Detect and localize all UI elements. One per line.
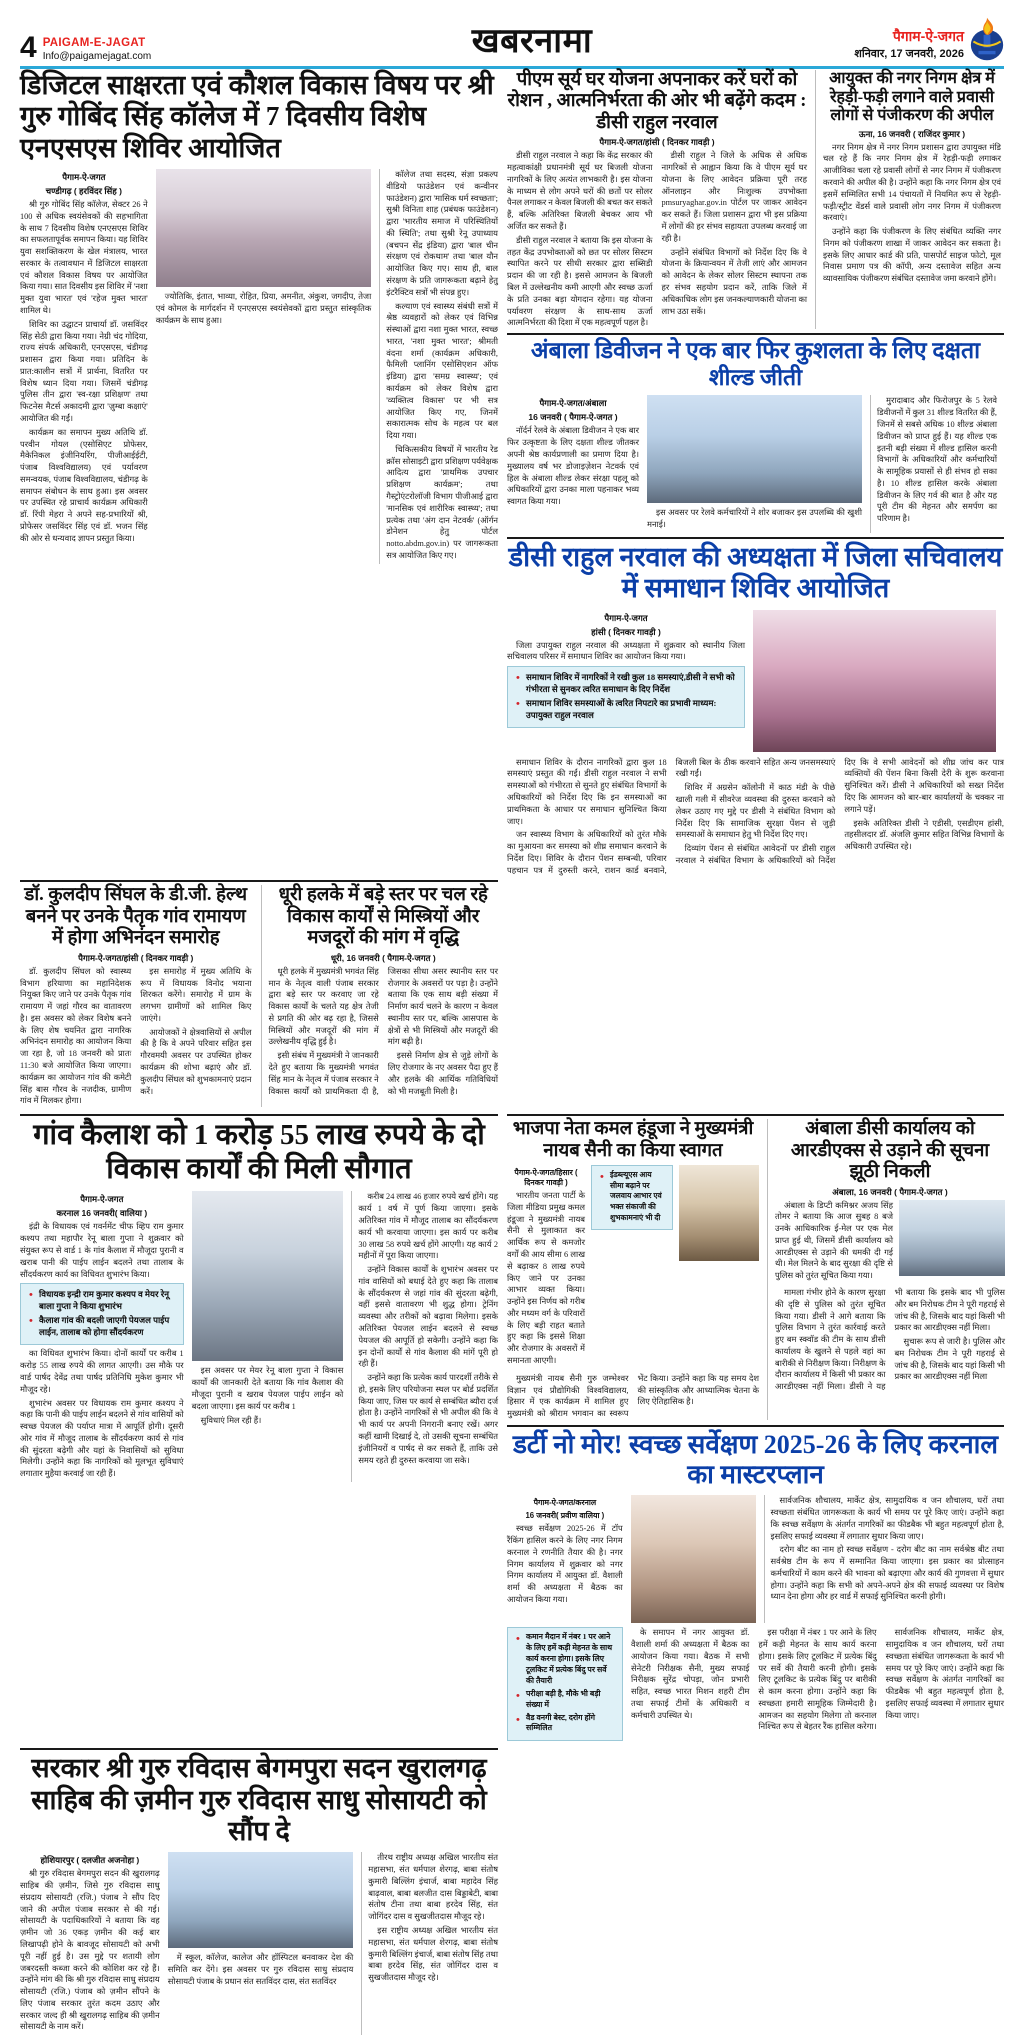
masthead-left: [20, 31, 270, 64]
a2-byline: पैगाम-ऐ-जगत/हांसी ( दिनकर गावड़ी ): [599, 137, 715, 148]
article-a7: [261, 885, 499, 1107]
row3-right: [507, 1110, 1004, 1741]
masthead-right-text: [854, 28, 964, 62]
a11-headline: सरकार श्री गुरु रविदास बेगमपुरा सदन खुरालगढ़ साहिब की ज़मीन गुरु रविदास साधु सोसायटी को सौंप दे: [31, 1753, 487, 1846]
a11-photo: [168, 1852, 354, 1948]
a12-byline-2: 16 जनवरी( प्रवीण वालिया ): [525, 1511, 605, 1521]
a10-photo: [899, 1200, 1005, 1276]
a8-body-1: इंद्री के विधायक एवं गवर्नमेंट चीफ व्हिप राम कुमार कश्यप तथा महापौर रेनू बाला गुप्ता ने शुक्रवार को संयुक्त रूप से वार्ड 1 के गांव कैलाश में मौजूदा पुरानी व खराब पानी की पाईप लाईन बदलने तथा तालाब के सौंदर्यकरण कार्य का विधिवत शुभारंभ किया।: [20, 1222, 184, 1279]
a8-byline-2: करनाल 16 जनवरी( वालिया ): [56, 1208, 148, 1219]
brand-name-latin: PAIGAM-E-JAGAT: [42, 37, 146, 50]
a5-bullet-1: • समाधान शिविर समस्याओं के त्वरित निपटारे का प्रभावी माध्यम: उपायुक्त राहुल नरवाल: [526, 697, 738, 721]
page-number: 4: [20, 31, 37, 64]
a12-body-rest: के समापन में नगर आयुक्त डॉ. वैशाली शर्मा की अध्यक्षता में बैठक का आयोजन किया गया। बैठक में सभी सेनेटरी निरीक्षक सैनी, मुख्य सफाई निरीक्षक सुरेंद्र चोपड़ा, जोन प्रभारी सहित, स्वच्छ भारत मिशन शहरी टीम तथा सफाई टीमों के अधिकारी व कर्मचारी उपस्थित थे। इस परीक्षा में नंबर 1 पर आने के लिए हमें कड़ी मेहनत के साथ कार्य करना होगा। इसके लिए टूलकिट में प्रत्येक बिंदु पर सर्वे की तैयारी करनी होगी। इसके लिए टूलकिट के प्रत्येक बिंदु पर बारीकी से काम करना होगा। उन्होंने कहा कि स्वच्छता हमारी सामूहिक जिम्मेदारी है। आमजन का सहयोग मिलेगा तो करनाल निश्चित रूप से बेहतर रैंक हासिल करेगा। सार्वजनिक शौचालय, मार्केट क्षेत्र, सामुदायिक व जन शौचालय, घरों तथा स्वच्छता संबंधित जागरूकता के कार्य भी समय पर पूरे किए जाएं। उन्होंने कहा कि स्वच्छ सर्वेक्षण के अंतर्गत नागरिकों का फीडबैक भी बहुत महत्वपूर्ण होता है, इसलिए सफाई व्यवस्था में लगातार सुधार किया जाए।: [631, 1628, 1004, 1732]
a1-caption: ज्योतिकि, इंतात, भाव्या, रोहित, प्रिया, अमनीत, अंकुश, जगदीप, तेजा एवं कोमल के मार्गदर्शन में एनएसएस स्वयंसेवकों द्वारा प्रस्तुत सांस्कृतिक कार्यक्रम के साथ हुआ।: [155, 291, 372, 325]
a7-body: धूरी हलके में मुख्यमंत्री भगवंत सिंह मान के नेतृत्व वाली पंजाब सरकार द्वारा बड़े स्तर पर करवाए जा रहे विकास कार्यों के चलते यह क्षेत्र तेजी से प्रगति की ओर बढ़ रहा है, जिससे मिस्त्रियों और मजदूरों की मांग में उल्लेखनीय वृद्धि हुई है। इसी संबंध में मुख्यमंत्री ने जानकारी देते हुए बताया कि मुख्यमंत्री भगवंत सिंह मान के नेतृत्व में पंजाब सरकार ने विकास कार्यों को प्राथमिकता दी है, जिसका सीधा असर स्थानीय स्तर पर रोजगार के अवसरों पर पड़ा है। उन्होंने बताया कि एक साथ बड़ी संख्या में निर्माण कार्य चलने के कारण न केवल स्थानीय स्तर पर, बल्कि आसपास के क्षेत्रों से भी मिस्त्रियों और मजदूरों की मांग बढ़ी है। इससे निर्माण क्षेत्र से जुड़े लोगों के लिए रोजगार के नए अवसर पैदा हुए हैं और हलके की आर्थिक गतिविधियों को भी मजबूती मिली है।: [268, 966, 498, 1096]
brand-name-hindi: पैगाम-ऐ-जगत: [892, 27, 964, 44]
a11-body-3: तीरथ राष्ट्रीय अध्यक्ष अखिल भारतीय संत महासभा, संत धर्मपाल शेरगढ़, बाबा संतोष कुमारी बिल्लिंग इंचार्ज, बाबा महादेव सिंह बाढ़वाल, बाबा बलजीत दास बिड्डाबेटी, बाबा संतोष टीना तथा बाबा हरदेव सिंह, संत जोगिंदर दास व सुखजीतदास मौजूद रहे। इस राष्ट्रीय अध्यक्ष अखिल भारतीय संत महासभा, संत धर्मपाल शेरगढ़, बाबा संतोष कुमारी बिल्लिंग इंचार्ज, बाबा संतोष सिंह तथा बाबा हरदेव सिंह, संत जोगिंदर दास व सुखजीतदास मौजूद रहे।: [368, 1853, 498, 1983]
a8-body-2: का विधिवत शुभारंभ किया। दोनों कार्यों पर करीब 1 करोड़ 55 लाख रुपये की लागत आएगी। उस मौके पर वार्ड पार्षद देवेंद्र तथा पार्षद प्रतिनिधि मुकेश कुमार भी मौजूद रहे। शुभारंभ अवसर पर विधायक राम कुमार कश्यप ने कहा कि पानी की पाईप लाईन बदलने से गांव वासियों को स्वच्छ पेयजल की पर्याप्त मात्रा में आपूर्ति होगी। दूसरी ओर गांव में मौजूद तालाब के सौंदर्यकरण कार्य से गांव की सुंदरता बढ़ेगी और यहां के निवासियों को सुविधा मिलेगी। उन्होंने कहा कि नागरिकों को मूलभूत सुविधाएं लगातार मुहैया करवाई जा रही हैं।: [20, 1349, 184, 1479]
a4-headline: अंबाला डिवीजन ने एक बार फिर कुशलता के लिए दक्षता शील्ड जीती: [530, 338, 981, 390]
a8-bullet-box: [20, 1283, 184, 1345]
content-area: [20, 70, 1005, 2032]
article-a9: [507, 1119, 759, 1420]
a7-headline: धूरी हलके में बड़े स्तर पर चल रहे विकास कार्यों से मिस्त्रियों और मजदूरों की मांग में वृद्धि: [278, 885, 488, 949]
article-a1: [20, 70, 498, 876]
a3-byline: ऊना, 16 जनवरी ( राजिंदर कुमार ): [858, 128, 966, 139]
a10-body-2: मामला गंभीर होने के कारण सुरक्षा की दृष्टि से पुलिस को तुरंत सूचित किया गया। डीसी ने आगे बताया कि पुलिस विभाग ने तुरंत कार्रवाई करते हुए बम स्क्वॉड की टीम के साथ डीसी कार्यालय के खुलने से पहले वहां का बारीकी से निरीक्षण किया। निरीक्षण के दौरान कार्यालय में किसी भी प्रकार का आरडीएक्स नहीं मिला। डीसी ने यह भी बताया कि इसके बाद भी पुलिस और बम निरोधक टीम ने पूरी गहराई से जांच की है, जिसके बाद यहां किसी भी प्रकार का आरडीएक्स नहीं मिला। सुचारू रूप से जारी है। पुलिस और बम निरोधक टीम ने पूरी गहराई से जांच की है, जिसके बाद यहां किसी भी प्रकार का आरडीएक्स नहीं मिला: [775, 1287, 1005, 1392]
a8-photo: [192, 1191, 344, 1361]
a6-body: डॉ. कुलदीप सिंघल को स्वास्थ्य विभाग हरियाणा का महानिदेशक नियुक्त किए जाने पर उनके पैतृक गांव रामायण में जहां गौरव का वातावरण है। इस अवसर को लेकर विशेष बनने के लिए शेष चयनित द्वारा नागरिक अभिनंदन समारोह का आयोजन किया जा रहा है, जो 18 जनवरी को प्रातः 11:30 बजे आयोजित किया जाएगा। कार्यक्रम का आयोजन गांव की कमेटी सिंह बास गौरव के नजदीक, ग्रामीण गांव में मिलकर होगा। इस समारोह में मुख्य अतिथि के रूप में विधायक विनोद भयाना शिरकत करेंगे। समारोह में ग्राम के लगभग ग्रामीणों को शामिल किए जाएंगे। आयोजकों ने क्षेत्रवासियों से अपील की है कि वे अपने परिवार सहित इस गौरवमयी अवसर पर उपस्थित होकर कार्यक्रम की शोभा बढ़ाएं और डॉ. कुलदीप सिंघल को शुभकामनाएं प्रदान करें।: [20, 966, 252, 1106]
a3-headline: आयुक्त की नगर निगम क्षेत्र में रेहड़ी-फड़ी लगाने वाले प्रवासी लोगों से पंजीकरण की अपील: [829, 70, 995, 125]
a5-bullet-0: • समाधान शिविर में नागरिकों ने रखी कुल 18 समस्याएं,डीसी ने सभी को गंभीरता से सुनकर त्वरित समाधान के दिए निर्देश: [526, 671, 738, 695]
masthead-brand-block: [43, 37, 152, 62]
masthead-rule: [20, 66, 1004, 69]
a5-photo: [753, 610, 996, 752]
a1-byline-2: चण्डीगढ़ ( हरविंदर सिंह ): [45, 185, 122, 196]
a11-body-2: में स्कूल, कॉलेज, कालेज और हॉस्पिटल बनवाकर देश की समिति कर देंगे। इस अवसर पर गुरु रविदास साधु संप्रदाय सोसायटी पंजाब के प्रधान संत सतविंदर दास, संत सतविंदर: [167, 1953, 354, 1986]
a4-body-col3: मुरादाबाद और फिरोजपुर के 5 रेलवे डिवीजनों में कुल 31 शील्ड वितरित की हैं, जिनमें से सबसे अधिक 10 शील्ड अंबाला डिवीजन को प्राप्त हुई हैं। यह शील्ड एक इतनी बड़ी संख्या में शील्ड हासिल करनी विभागों के अधिकारियों और कर्मचारियों के सामूहिक प्रयासों से ही संभव हो सका है। 10 शील्ड हासिल करके अंबाला डिवीजन के लिए गर्व की बात है और यह पूरी टीम की मेहनत और समर्पण का परिणाम है।: [877, 396, 997, 524]
article-a6: [20, 885, 252, 1107]
article-a11: [20, 1744, 498, 2035]
article-a10: [767, 1119, 1005, 1420]
a11-body-1: श्री गुरु रविदास बेगमपुरा सदन की खुरालगढ़ साहिब की ज़मीन, जिसे गुरु रविदास साधु संप्रदाय सोसायटी (रजि.) पंजाब ने सौंप दिए जाने की अपील पंजाब सरकार से की गई। सोसायटी के पदाधिकारियों ने बताया कि वह ज़मीन जो 36 एकड़ ज़मीन की कई बार लिखापढ़ी होने के बावजूद सोसायटी को अभी पूरी नहीं हुई है। उस मुद्दे पर शतायी लोग जबरदस्ती कब्जा करने की कोशिश कर रहे हैं। उन्होंने मांग की कि श्री गुरु रविदास साधु संप्रदाय सोसायटी (रजि.) पंजाब को ज़मीन सौंपने के लिए पंजाब सरकार तुरंत कदम उठाए और सरकार जल्द ही श्री खुरालगढ़ साहिब की ज़मीन सोसायटी के नाम करें।: [20, 1869, 160, 2032]
a9-byline: पैगाम-ऐ-जगत/हिसार ( दिनकर गावड़ी ): [514, 1168, 578, 1188]
a12-bullet-box: [507, 1627, 623, 1741]
row1-right: [507, 70, 1004, 876]
brand-email: Info@paigamejagat.com: [42, 50, 152, 62]
a5-bullet-box: [507, 666, 745, 728]
a8-headline: गांव कैलाश को 1 करोड़ 55 लाख रुपये के दो विकास कार्यों की मिली सौगात: [33, 1119, 485, 1185]
a8-byline-1: पैगाम-ऐ-जगत: [80, 1194, 124, 1205]
a5-headline: डीसी राहुल नरवाल की अध्यक्षता में जिला सचिवालय में समाधान शिविर आयोजित: [508, 541, 1003, 604]
a4-byline-2: 16 जनवरी ( पैगाम-ऐ-जगत ): [528, 412, 618, 423]
a7-byline: धूरी, 16 जनवरी ( पैगाम-ऐ-जगत ): [330, 952, 436, 963]
a6-byline: पैगाम-ऐ-जगत/हांसी ( दिनकर गावड़ी ): [78, 952, 194, 963]
a2-headline: पीएम सूर्य घर योजना अपनाकर करें घरों को रोशन , आत्मनिर्भरता की ओर भी बढ़ेंगे कदम : डीसी राहुल नरवाल: [507, 70, 807, 133]
article-a3: [815, 70, 1001, 329]
a1-body-1: श्री गुरु गोबिंद सिंह कॉलेज, सेक्टर 26 ने 100 से अधिक स्वयंसेवकों की सहभागिता के साथ 7 दिवसीय विशेष एनएसएस शिविर का सफलतापूर्वक समापन किया। यह शिविर युवा सशक्तिकरण के खेल मंत्रालय, भारत सरकार के तत्वावधान में डिजिटल साक्षरता एवं कौशल विकास विषय पर आयोजित किया गया। सात दिवसीय इस शिविर में 'नशा मुक्त युवा भारत' एवं 'रहेज मुक्त भारत' शामिल थे। शिविर का उद्घाटन प्राचार्या डॉ. जसविंदर सिंह सेठी द्वारा किया गया। नेग्री चंद गोदिया, राज्य संपर्क अधिकारी, एनएसएस, चंडीगढ़ प्रशासन द्वारा किया गया। प्रतिदिन के प्रात:कालीन सत्रों में प्रार्थना, वितरित पर विशेष ध्यान दिया गया। जिसमें चंडीगढ़ पुलिस तीन द्वारा 'स्व-रक्षा प्रशिक्षण' तथा फिटनेस मैटर्स अकादमी द्वारा 'ज़ुम्बा कक्षाएं' आयोजित की गईं। कार्यक्रम का समापन मुख्य अतिथि डॉ. परवीन गोयल (एसोसिएट प्रोफेसर, मैकेनिकल इंजीनियरिंग, पीजीआईईटी, पंजाब विश्वविद्यालय) एवं पर्यावरण समन्वयक, पंजाब विश्वविद्यालय, चंडीगढ़ के समापन संबोधन के साथ हुआ। इस अवसर पर उपस्थित रहे प्राचार्य कार्यक्रम अधिकारी डॉ. रिंपी मेहरा ने अपने सह-प्रभारियों श्री, प्रोफेसर जसविंदर सिंह एवं डॉ. भजन सिंह की ओर से धन्यवाद ज्ञापन प्रस्तुत किया।: [20, 199, 148, 543]
a9-bullet-box: [591, 1165, 673, 1230]
a5-body-1: जिला उपायुक्त राहुल नरवाल की अध्यक्षता में शुक्रवार को स्थानीय जिला सचिवालय परिसर में समाधान शिविर का आयोजन किया गया।: [507, 640, 745, 662]
a12-byline-1: पैगाम-ऐ-जगत/करनाल: [533, 1498, 597, 1508]
masthead: [0, 0, 1024, 62]
a9-headline: भाजपा नेता कमल हंडूजा ने मुख्यमंत्री नायब सैनी का किया स्वागत: [512, 1119, 754, 1161]
a5-byline-1: पैगाम-ऐ-जगत: [604, 612, 648, 623]
article-a4: [507, 338, 1004, 533]
a1-headline: डिजिटल साक्षरता एवं कौशल विकास विषय पर श्री गुरु गोबिंद सिंह कॉलेज में 7 दिवसीय विशेष एनएसएस शिविर आयोजित: [20, 70, 494, 163]
a9-photo: [679, 1165, 759, 1261]
a9-body-1: भारतीय जनता पार्टी के जिला मीडिया प्रमुख कमल हंडूजा ने मुख्यमंत्री नायब सैनी से मुलाकात कर आर्थिक रूप से कमजोर वर्गों की आय सीमा 6 लाख से बढ़ाकर 8 लाख रुपये किए जाने पर उनका आभार व्यक्त किया। उन्होंने इस निर्णय को गरीब और मध्यम वर्ग के परिवारों के लिए बड़ी राहत बताते हुए कहा कि इससे शिक्षा और रोजगार के अवसरों में समानता आएगी।: [507, 1191, 585, 1365]
a8-body-col2: इस अवसर पर मेयर रेनू बाला गुप्ता ने विकास कार्यों की जानकारी देते बताया कि गांव कैलाश की मौजूदा पुरानी व खराब पेयजल पाईप लाईन को बदला जाएगा। इस कार्य पर करीब 1 सुविधाएं मिल रही हैं।: [191, 1366, 344, 1425]
a2-body: डीसी राहुल नरवाल ने कहा कि केंद्र सरकार की महत्वाकांक्षी प्रधानमंत्री सूर्य घर बिजली योजना नागरिकों के लिए अत्यंत लाभकारी है। इस योजना के माध्यम से लोग अपने घरों की छतों पर सोलर पैनल लगाकर न केवल बिजली की बचत कर सकते हैं, बल्कि अतिरिक्त बिजली बेचकर आय भी अर्जित कर सकते हैं। डीसी राहुल नरवाल ने बताया कि इस योजना के तहत केंद्र उपभोक्ताओं को छत पर सोलर सिस्टम स्थापित करने पर सीधी सरकार द्वारा सब्सिडी प्रदान की जा रही है। इससे आमजन के बिजली बिल में उल्लेखनीय कमी आएगी और स्वच्छ ऊर्जा के प्रति उनका बड़ा योगदान रहेगा। यह योजना पर्यावरण संरक्षण के साथ-साथ ऊर्जा आत्मनिर्भरता की दिशा में एक महत्वपूर्ण पहल है। डीसी राहुल ने जिले के अधिक से अधिक नागरिकों से आह्वान किया कि वे पीएम सूर्य घर योजना के लिए आवेदन प्रक्रिया पूरी तरह ऑनलाइन और निःशुल्क उपभोक्ता pmsuryaghar.gov.in पोर्टल पर जाकर आवेदन कर सकते हैं। जिला प्रशासन द्वारा भी इस प्रक्रिया में लोगों की हर संभव सहायता उपलब्ध करवाई जा रही है। उन्होंने संबंधित विभागों को निर्देश दिए कि वे योजना के क्रियान्वयन में तेजी लाएं और आमजन को आवेदन के लेकर सोलर सिस्टम स्थापना तक हर संभव सहयोग प्रदान करें, ताकि जिले में अधिकाधिक लोग इस जनकल्याणकारी योजना का लाभ उठा सकें।: [507, 151, 807, 328]
masthead-right: [794, 16, 1004, 62]
a5-body-rest: समाधान शिविर के दौरान नागरिकों द्वारा कुल 18 समस्याएं प्रस्तुत की गईं। डीसी राहुल नरवाल ने सभी समस्याओं को गंभीरता से सुनते हुए संबंधित विभागों के अधिकारियों को निर्देश दिए कि इन समस्याओं का प्राथमिकता के आधार पर समाधान सुनिश्चित किया जाए। जन स्वास्थ्य विभाग के अधिकारियों को तुरंत मौके का मुआयना कर समस्या को शीघ्र समाधान करवाने के निर्देश दिए। शिविर के दौरान पेंशन सम्बन्धी, परिवार पहचान पत्र में दुरुस्ती करने, राशन कार्ड बनवाने, बिजली बिल के ठीक करवाने सहित अन्य जनसमस्याएं रखी गईं। शिविर में अग्रसेन कॉलोनी में काठ मंडी के पीछे खाली गली में सीवरेज व्यवस्था की दुरुस्त करवाने को लेकर उठाए गए मुद्दे पर डीसी ने संबंधित विभाग को निर्देश दिए कि सामाजिक सुरक्षा पेंशन से जुड़ी समस्याओं के समाधान हेतु भी निर्देश दिए गए। दिव्यांग पेंशन से संबंधित आवेदनों पर डीसी राहुल नरवाल ने संबंधित विभाग के अधिकारियों को निर्देश दिए कि वे सभी आवेदनों को शीघ्र जांच कर पात्र व्यक्तियों की पेंशन बिना किसी देरी के शुरू करवाना सुनिश्चित करें। डीसी ने अधिकारियों को सख्त निर्देश दिए कि आमजन को बार-बार कार्यालयों के चक्कर ना लगाने पड़ें। इसके अतिरिक्त डीसी ने एडीसी, एसडीएम हांसी, तहसीलदार डॉ. अंजलि कुमार सहित विभिन्न विभागों के अधिकारी उपस्थित रहे।: [507, 757, 1004, 875]
a8-bullet-0: • विधायक इन्द्री राम कुमार कश्यप व मेयर रेनू बाला गुप्ता ने किया शुभारंभ: [39, 1288, 177, 1312]
a11-byline: होशियारपुर ( दलजीत अजनोहा ): [40, 1855, 140, 1866]
a12-body-right: सार्वजनिक शौचालय, मार्केट क्षेत्र, सामुदायिक व जन शौचालय, घरों तथा स्वच्छता संबंधित जागरूकता के कार्य भी समय पर पूरे किए जाएं। उन्होंने कहा कि स्वच्छ सर्वेक्षण के अंतर्गत नागरिकों का फीडबैक भी बहुत महत्वपूर्ण होता है, इसलिए सफाई व्यवस्था में लगातार सुधार किया जाए। दरोग बीट का नाम हो स्वच्छ सर्वेक्षण - दरोग बीट का नाम सर्वश्रेष्ठ बीट तथा सर्वश्रेष्ठ टीम के रूप में सम्मानित किया जाएगा। इस प्रकार का प्रोत्साहन कर्मचारियों में काम करने की भावना को बढ़ाएगा और कार्य की गुणवत्ता में सुधार होगा। उन्होंने कहा कि सभी को अपने-अपने क्षेत्र की सफाई व्यवस्था पर विशेष ध्यान देना होगा और हर वार्ड में सफाई सुनिश्चित करनी होगी।: [770, 1496, 1004, 1602]
a12-photo: [631, 1495, 756, 1623]
a12-bullet-2: • वैड वनगी बेस्ट, दरोग होंगे सम्मिलित: [526, 1713, 616, 1735]
a4-photo: [647, 395, 862, 503]
a3-body: नगर निगम क्षेत्र में नगर निगम प्रशासन द्वारा उपायुक्त मंडि चल रहे हैं कि नगर निगम क्षेत्र में रेहड़ी-फड़ी लगाकर आजीविका चला रहे प्रवासी लोगों से नगर निगम में पंजीकरण करवाने की अपील की है। उन्होंने कहा कि नगर निगम क्षेत्र एवं इसमें सम्मिलित सभी 14 पंचायतों में नियमित रूप से रेहड़ी-फड़ी/स्ट्रीट वेंडर्स वाले प्रवासी लोग नगर निगम में पंजीकरण करवाएं। उन्होंने कहा कि पंजीकरण के लिए संबंधित व्यक्ति नगर निगम को पंजीकरण शाखा में जाकर आवेदन कर सकता है। इसके लिए आधार कार्ड की प्रति, पासपोर्ट साइज फोटो, मूल निवास प्रमाण पत्र की कॉपी, अन्य दस्तावेज सहित अन्य व्यावसायिक पंजीकरण संबंधित दस्तावेज जमा करवाने होंगे।: [823, 142, 1001, 284]
a12-bullet-0: • कमान मैदान में नंबर 1 पर आने के लिए हमें कड़ी मेहनत के साथ कार्य करना होगा। इसके लिए टूलकिट में प्रत्येक बिंदु पर सर्वे की तैयारी: [526, 1632, 616, 1687]
publication-date: शनिवार, 17 जनवरी, 2026: [854, 48, 964, 61]
section-title: खबरनामा: [471, 23, 593, 60]
a4-body-1: नॉर्दर्न रेलवे के अंबाला डिवीजन ने एक बार फिर उत्कृष्टता के लिए दक्षता शील्ड जीतकर अपनी श्रेष्ठ कार्यप्रणाली का प्रमाण दिया है। मुख्यालय वर्ष भर डोजाइज़ेशन नेटवर्क एवं हिल के अंबाला शील्ड लेकर संरक्षा पहलू को अधिकारियों द्वारा उनका माला पहनाकर भव्य स्वागत किया गया।: [507, 426, 639, 507]
a1-body-col3: कॉलेज तथा सदस्य, संज्ञा प्रकल्प वीडियो फाउंडेशन एवं कन्वीनर फाउंडेशन) द्वारा 'मासिक धर्म स्वच्छता'; सुश्री विनिता शाह (प्रबंधक फाउंडेशन) द्वारा 'भारतीय समाज में परिस्थितियों की स्थिति'; तथा सुश्री रेनू उपाध्याय (बचपन सेंद्र इंडिया) द्वारा 'बाल चीन संरक्षण एवं रोकथाम' तथा 'बाल यौन आयोजित किए गए। साथ ही, बाल संरक्षण के प्रति जागरूकता बढ़ाने हेतु इंटरैक्टिव सत्रों भी संपन्न हुए। कल्याण एवं स्वास्थ्य संबंधी सत्रों में श्रेष्ठ व्यवहारों को लेकर एवं विभिन्न संस्थाओं द्वारा नशा मुक्त भारत, स्वच्छ भारत, 'नशा मुक्त भारत'; श्रीमती वंदना शर्मा (कार्यक्रम अधिकारी, फैमिली प्लानिंग एसोसिएशन ऑफ इंडिया) द्वारा 'समग्र स्वास्थ्य'; एवं कार्यक्रम को लेकर विशेष द्वारा 'व्यक्तित्व विकास' पर भी सत्र आयोजित किए गए, जिनमें सकारात्मक सोच के महत्व पर बल दिया गया। चिकित्सकीय विषयों में भारतीय रेड क्रॉस सोसाइटी द्वारा प्रशिक्षण पर्यवेक्षक आदित्य द्वारा 'प्राथमिक उपचार प्रशिक्षण कार्यक्रम'; तथा गैस्ट्रोएंटरोलॉजी विभाग पीजीआई द्वारा 'मानसिक एवं शारीरिक स्वास्थ्य'; तथा प्रत्येक तथा 'अंग दान नेटवर्क' (ऑर्गन डोनेशन हेतु पोर्टल notto.abdm.gov.in) पर जागरूकता सत्र आयोजित किए गए।: [386, 169, 498, 560]
a4-byline-1: पैगाम-ऐ-जगत/अंबाला: [539, 398, 607, 409]
a9-bullet-0: • ईडब्ल्यूएस आय सीमा बढ़ाने पर जलवाय आभार एवं भक्त संकाजी की शुभकामनाएं भी दी: [610, 1170, 666, 1223]
a8-body-col3: करीब 24 लाख 46 हजार रुपये खर्च होंगे। यह कार्य 1 वर्ष में पूर्ण किया जाएगा। इसके अतिरिक्त गांव में मौजूद तालाब का सौंदर्यकरण कार्य भी करवाया जाएगा। इस कार्य पर करीब 30 लाख 58 रुपये खर्च होंगे आएगी। यह कार्य 2 महीनों में पूरा किया जाएगा। उन्होंने विकास कार्यों के शुभारंभ अवसर पर गांव वासियों को बधाई देते हुए कहा कि तालाब के सौंदर्यकरण से जहां गांव की सुंदरता बढ़ेगी, वहीं इससे वातावरण भी शुद्ध होगा। ट्रेनिंग व्यवस्था और तरीकों को बढ़ावा मिलेगा। इसके अतिरिक्त पेयजल लाईन बदलने से स्वच्छ पेयजल की आपूर्ति हो सकेगी। उन्होंने कहा कि इन दोनों कार्यों से गांव कैलाश की मांगें पूरी हो रही हैं। उन्होंने कहा कि प्रत्येक कार्य पारदर्शी तरीके से हो, इसके लिए परियोजना स्थल पर बोर्ड प्रदर्शित किया जाए, जिस पर कार्य से सम्बंधित ब्यौरा दर्ज होता है। उन्होंने नागरिकों से भी अपील की कि वे भी कार्य पर अपनी निगरानी बनाए रखें। अगर कहीं खामी दिखाई दे, तो उसकी सूचना सम्बंधित इंजीनियरों व पार्षद से कर सकते हैं, ताकि उसे समय रहते ही दुरुस्त करवाया जा सके।: [358, 1192, 498, 1465]
masthead-center: [270, 16, 794, 62]
article-a8: [20, 1110, 498, 1482]
a10-headline: अंबाला डीसी कार्यालय को आरडीएक्स से उड़ाने की सूचना झूठी निकली: [790, 1119, 990, 1183]
article-a12: [507, 1430, 1004, 1741]
a12-headline: डर्टी नो मोर! स्वच्छ सर्वेक्षण 2025-26 के लिए करनाल का मास्टरप्लान: [512, 1429, 999, 1490]
a1-byline-1: पैगाम-ऐ-जगत: [62, 171, 106, 182]
article-a2: [507, 70, 807, 329]
a12-body-1: स्वच्छ सर्वेक्षण 2025-26 में टॉप रैंकिंग हासिल करने के लिए नगर निगम करनाल ने रणनीति तैयार की है। नगर निगम कार्यालय में शुक्रवार को नगर निगम कार्यालय में आयुक्त डॉ. वैशाली शर्मा की अध्यक्षता में बैठक का आयोजन किया गया।: [507, 1524, 623, 1604]
a4-caption: इस अवसर पर रेलवे कर्मचारियों ने शोर बजाकर इस उपलब्धि की खुशी मनाई।: [647, 508, 862, 530]
a10-body-1: अंबाला के डिप्टी कमिश्नर अजय सिंह तोमर ने बताया कि आज सुबह 8 बजे उनके आधिकारिक ई-मेल पर एक मेल प्राप्त हुई थी, जिसमें डीसी कार्यालय को आरडीएक्स से उड़ाने की धमकी दी गई थी। मेल मिलने के बाद सुरक्षा की दृष्टि से पुलिस को तुरंत सूचित किया गया।: [775, 1200, 893, 1281]
torch-logo-icon: [970, 16, 1004, 62]
a9-body-2: मुख्यमंत्री नायब सैनी गुरु जम्भेश्वर विज्ञान एवं प्रौद्योगिकी विश्वविद्यालय, हिसार में एक कार्यक्रम में शामिल हुए मुख्यमंत्री को श्रीराम भगवान का स्वरूप भेंट किया। उन्होंने कहा कि यह समय देश की सांस्कृतिक और आध्यात्मिक चेतना के लिए ऐतिहासिक है।: [507, 1373, 759, 1419]
a12-bullet-1: • परीक्षा बड़ी है, मौके भी बड़ी संख्या में: [526, 1689, 616, 1711]
a10-byline: अंबाला, 16 जनवरी ( पैगाम-ऐ-जगत ): [832, 1186, 948, 1197]
a6-headline: डॉ. कुलदीप सिंघल के डी.जी. हेल्थ बनने पर उनके पैतृक गांव रामायण में होगा अभिनंदन समारोह: [24, 885, 248, 949]
a8-bullet-1: • कैलाश गांव की बदली जाएगी पेयजल पाईप लाईन, तालाब को होगा सौंदर्यकरण: [39, 1314, 177, 1338]
a5-byline-2: हांसी ( दिनकर गावड़ी ): [591, 626, 661, 637]
article-a5: [507, 542, 1004, 876]
a1-photo: [156, 169, 372, 287]
